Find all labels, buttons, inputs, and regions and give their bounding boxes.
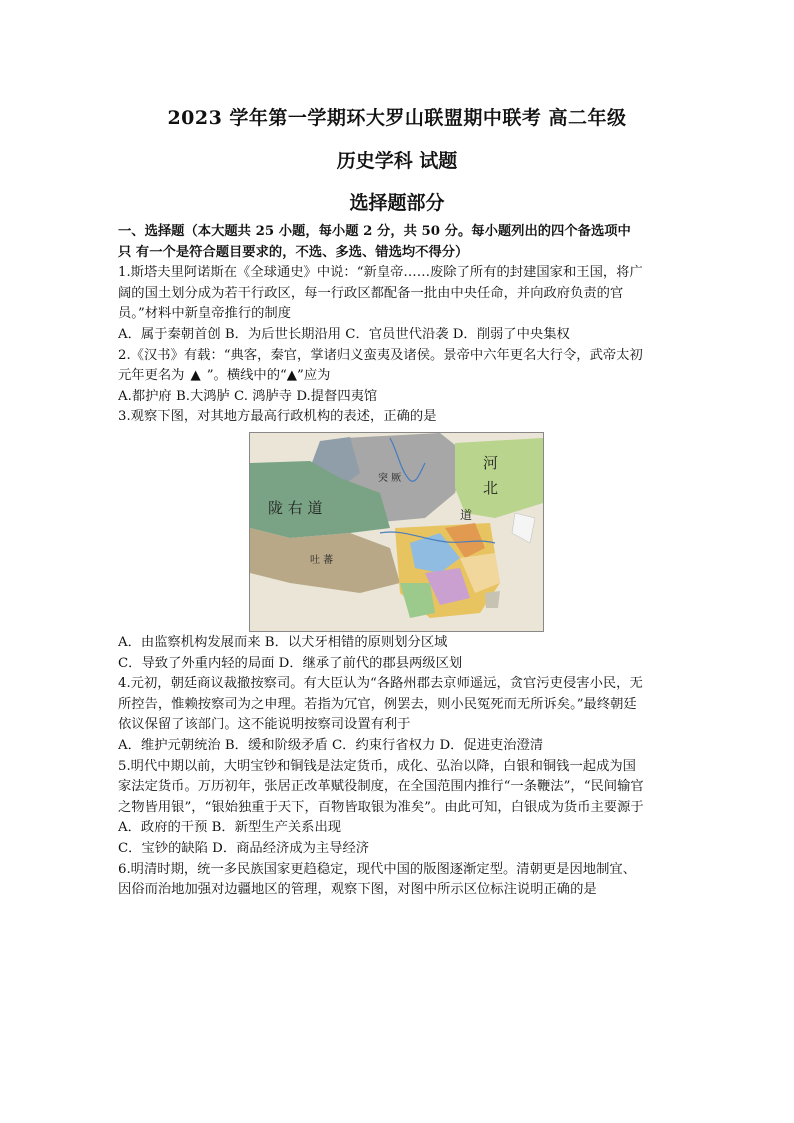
q5-stem: 之物皆用银”，“银始独重于天下，百物皆取银为准矣”。由此可知，白银成为货币主要源于 [118,799,644,815]
tang-dynasty-map [249,432,544,632]
q3-options: A．由监察机构发展而来 B．以犬牙相错的原则划分区域 [118,635,448,650]
question-block-lower [118,633,678,901]
q4-options: A．维护元朝统治 B．缓和阶级矛盾 C．约束行省权力 D．促进吏治澄清 [118,737,544,753]
q2-stem-post: ”。横线中的“▲”应为 [206,368,331,384]
q5-stem: 家法定货币。万历初年，张居正改革赋役制度，在全国范围内推行“一条鞭法”，“民间输官 [118,779,644,795]
q1-options: A．属于秦朝首创 B．为后世长期沿用 C．官员世代沿袭 D．削弱了中央集权 [118,326,570,342]
q4-stem: 所控告，惟赖按察司为之申理。若指为冗官，例罢去，则小民冤死而无所诉矣。”最终朝廷 [118,696,637,712]
instructions-line: 一、选择题（本大题共 25 小题，每小题 2 分，共 50 分。每小题列出的四个备选项中 [118,224,631,239]
q1-stem: 阔的国土划分成为若干行政区，每一行政区都配备一批由中央任命，并向政府负责的官 [118,285,624,301]
map-label-longyou: 陇 右 道 [268,499,323,517]
q4-stem: 依议保留了该部门。这不能说明按察司设置有利于 [118,717,411,733]
q4-stem: 4.元初，朝廷商议裁撤按察司。有大臣认为“各路州郡去京师遥远，贪官污吏侵害小民，无 [118,676,643,692]
map-label-tujue: 突 厥 [378,473,402,484]
q6-stem: 6.明清时期，统一多民族国家更趋稳定，现代中国的版图逐渐定型。清朝更是因地制宜、 [118,861,636,877]
q5-options: A．政府的干预 B．新型生产关系出现 [118,820,342,836]
instructions-line: 只 有一个是符合题目要求的，不选、多选、错选均不得分） [118,244,469,260]
map-label-hebei-he: 河 [483,454,499,472]
q5-stem: 5.明代中期以前，大明宝钞和铜钱是法定货币，成化、弘治以降，白银和铜钱一起成为国 [118,758,636,774]
q5-options: C．宝钞的缺陷 D．商品经济成为主导经济 [118,840,370,856]
q1-stem: 员。”材料中新皇帝推行的制度 [118,306,292,322]
q3-options: C．导致了外重内轻的局面 D．继承了前代的郡县两级区划 [118,655,463,671]
map-label-tubo: 吐 蕃 [310,555,334,566]
q6-stem: 因俗而治地加强对边疆地区的管理，观察下图，对图中所示区位标注说明正确的是 [118,882,597,898]
question-block-upper [118,222,678,428]
section-title: 选择题部分 [349,192,445,214]
exam-subject: 历史学科 试题 [336,150,458,172]
q2-stem-pre: 元年更名为 [118,368,185,384]
q2-blank [184,366,206,387]
map-label-hebei-bei: 北 [483,479,499,497]
map-label-hebei-dao: 道 [460,508,473,522]
q2-stem [118,366,678,387]
exam-title: 2023 学年第一学期环大罗山联盟期中联考 高二年级 [167,107,627,129]
q3-stem: 3.观察下图，对其地方最高行政机构的表述，正确的是 [118,409,437,425]
q2-stem: 2.《汉书》有载：“典客，秦官，掌诸归义蛮夷及诸侯。景帝中六年更名大行令，武帝太初 [118,347,643,363]
map-illustration [250,433,543,631]
q1-stem: 1.斯塔夫里阿诺斯在《全球通史》中说：“新皇帝……废除了所有的封建国家和王国，将广 [118,265,643,281]
triangle-icon: ▲ [190,368,201,384]
q2-options: A.都护府 B.大鸿胪 C. 鸿胪寺 D.提督四夷馆 [118,388,378,404]
